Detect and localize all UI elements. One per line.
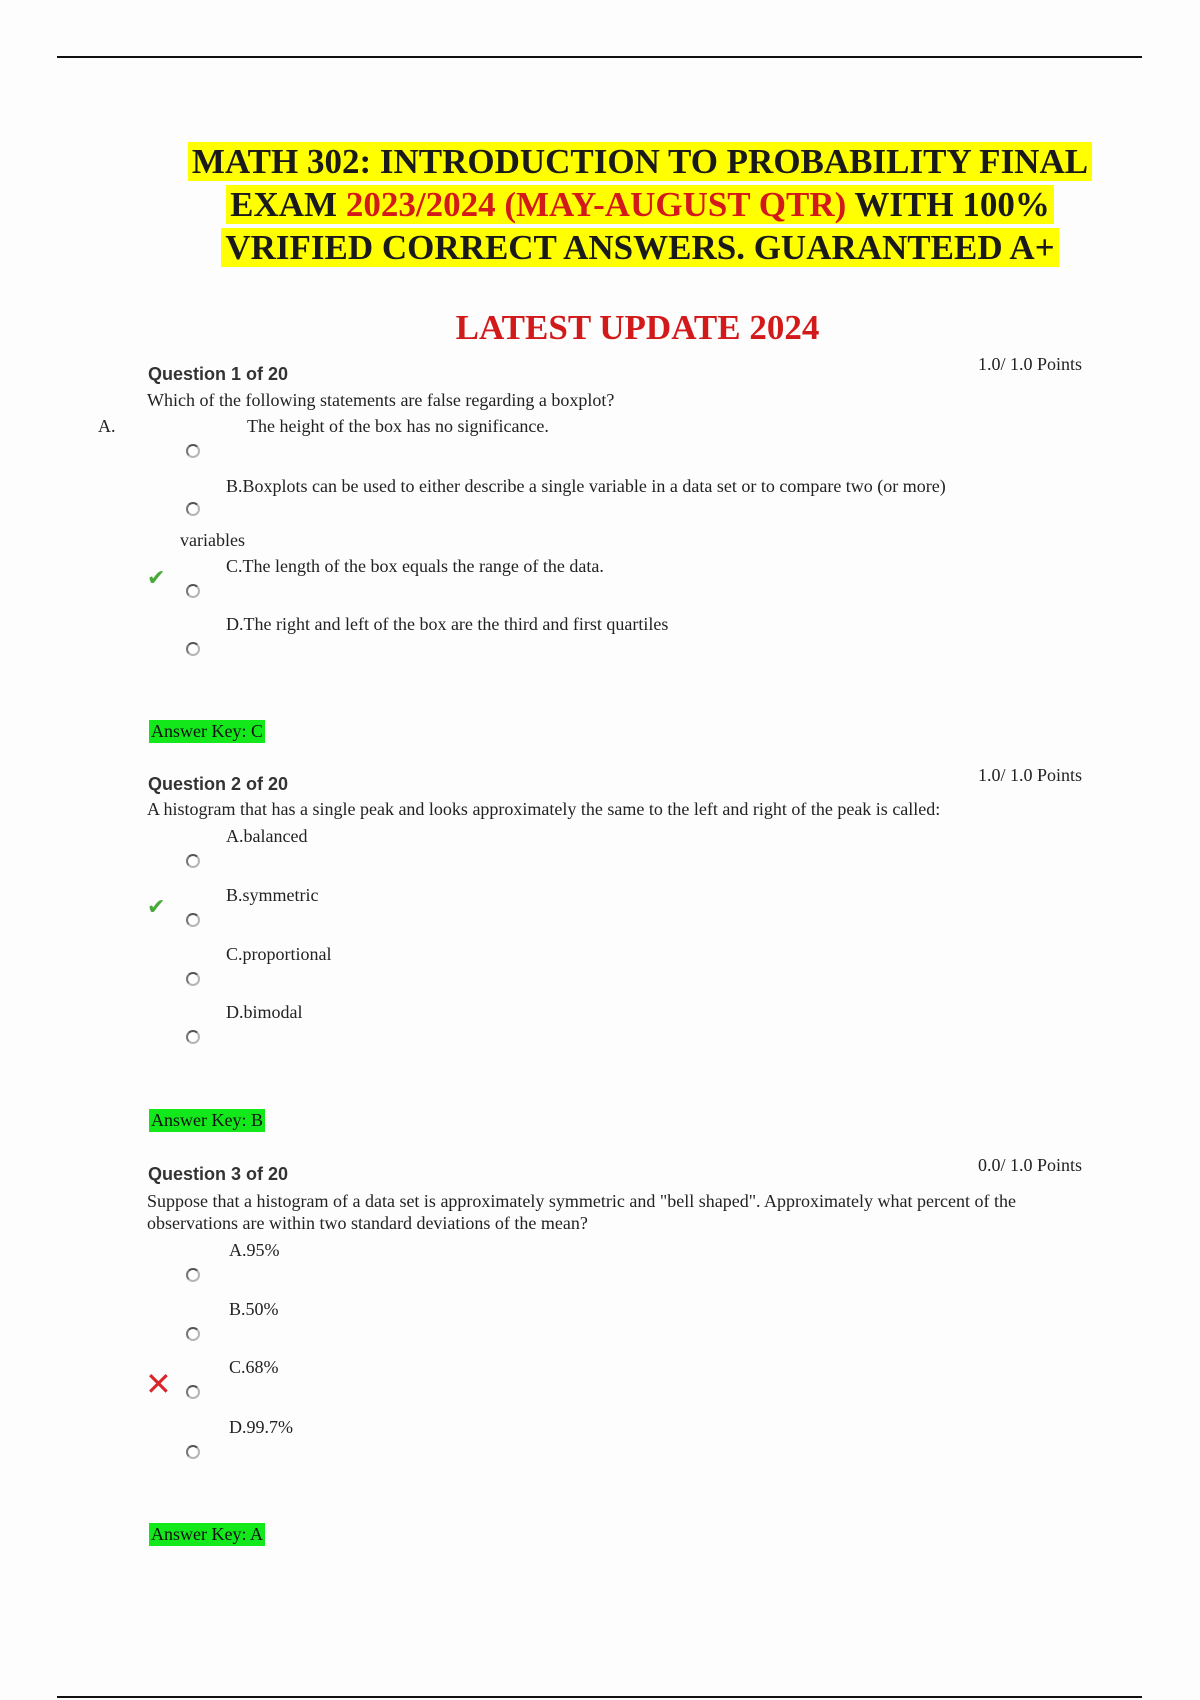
option-body: The length of the box equals the range of the data. (242, 556, 604, 576)
radio-icon[interactable] (186, 502, 200, 516)
check-icon: ✔ (147, 895, 166, 920)
option-text: B.symmetric (226, 885, 319, 905)
question-3-heading: Question 3 of 20 (148, 1164, 289, 1184)
option-text: A.95% (229, 1240, 280, 1260)
option-text: B.50% (229, 1299, 279, 1319)
question-1-points: 1.0/ 1.0 Points (977, 354, 1082, 374)
option-text (226, 556, 604, 577)
radio-icon[interactable] (186, 1030, 200, 1044)
option-letter: D. (226, 614, 244, 634)
question-1-heading: Question 1 of 20 (148, 364, 289, 384)
option-text: C.proportional (226, 944, 332, 964)
radio-icon[interactable] (186, 854, 200, 868)
option-text (226, 614, 668, 635)
title-line-3: VRIFIED CORRECT ANSWERS. GUARANTEED A+ (221, 228, 1058, 267)
answer-key-badge: Answer Key: C (151, 721, 263, 741)
radio-icon[interactable] (186, 972, 200, 986)
radio-icon[interactable] (186, 1327, 200, 1341)
title-line-1: MATH 302: INTRODUCTION TO PROBABILITY FINAL (188, 142, 1092, 181)
option-text: D.99.7% (229, 1417, 293, 1437)
question-3-text: Suppose that a histogram of a data set is approximately symmetric and "bell shaped". Approximately what percent of the observations are within two standard deviations of the mean? (147, 1191, 1016, 1233)
title-line-2c: WITH 100% (846, 185, 1050, 224)
radio-icon[interactable] (186, 642, 200, 656)
option-text: C.68% (229, 1357, 279, 1377)
bottom-rule (57, 1696, 1142, 1698)
question-2-heading: Question 2 of 20 (148, 774, 289, 794)
title-line-2a: EXAM (230, 185, 346, 224)
question-1-text: Which of the following statements are false regarding a boxplot? (147, 390, 615, 410)
option-body: The right and left of the box are the third and first quartiles (243, 614, 669, 634)
option-letter: B. (226, 476, 243, 496)
document-title (150, 140, 1130, 269)
question-2-text: A histogram that has a single peak and looks approximately the same to the left and right of the peak is called: (147, 799, 941, 819)
radio-icon[interactable] (186, 1268, 200, 1282)
radio-icon[interactable] (186, 1445, 200, 1459)
radio-icon[interactable] (186, 444, 200, 458)
latest-update-heading: LATEST UPDATE 2024 (455, 308, 820, 347)
option-body: Boxplots can be used to either describe a single variable in a data set or to compare two (or more) (242, 476, 946, 496)
question-3-points: 0.0/ 1.0 Points (977, 1155, 1082, 1175)
cross-icon: ✕ (145, 1365, 172, 1403)
radio-icon[interactable] (186, 913, 200, 927)
option-text: The height of the box has no significance. (247, 416, 549, 436)
radio-icon[interactable] (186, 584, 200, 598)
answer-key-badge: Answer Key: A (151, 1524, 263, 1544)
question-2-points: 1.0/ 1.0 Points (977, 765, 1082, 785)
option-text: D.bimodal (226, 1002, 303, 1022)
option-continuation: variables (180, 530, 245, 550)
option-letter: A. (98, 416, 116, 436)
option-text: A.balanced (226, 826, 308, 846)
option-text (226, 476, 946, 497)
answer-key-badge: Answer Key: B (151, 1110, 263, 1130)
check-icon: ✔ (147, 566, 166, 591)
radio-icon[interactable] (186, 1385, 200, 1399)
title-line-2b: 2023/2024 (MAY-AUGUST QTR) (345, 185, 847, 224)
top-rule (57, 56, 1142, 58)
option-letter: C. (226, 556, 243, 576)
